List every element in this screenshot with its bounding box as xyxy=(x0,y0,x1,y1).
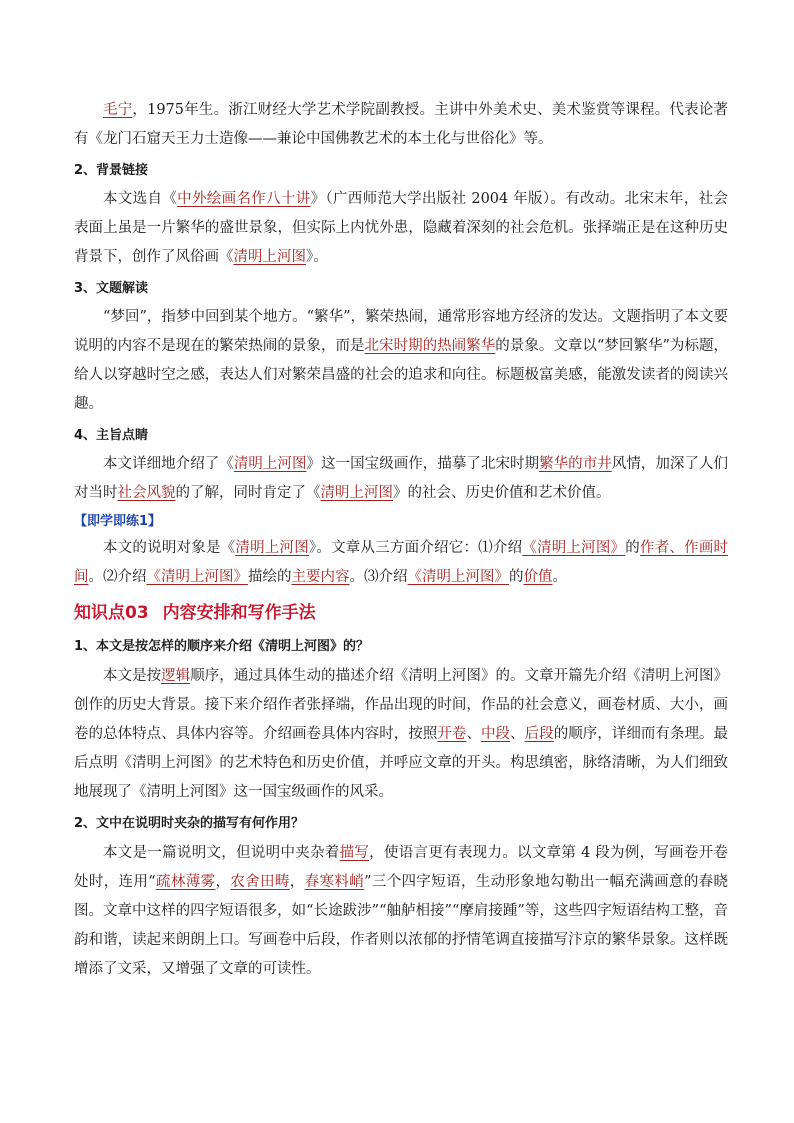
highlight-phrase: 社会风貌 xyxy=(117,485,176,501)
page-content xyxy=(74,96,728,984)
highlight-phrase: 农舍田畴 xyxy=(230,874,290,890)
background-paragraph: 本文选自《中外绘画名作八十讲》（广西师范大学出版社 2004 年版）。有改动。北宋末年，社会表面上虽是一片繁华的盛世景象，但实际上内忧外患，隐藏着深刻的社会危机。张择端正是在这种历史背景下，创作了风俗画《清明上河图》。 xyxy=(74,191,729,265)
answer-blank: 《清明上河图》 xyxy=(522,540,626,556)
answer-blank: 《清明上河图》 xyxy=(146,569,248,585)
answer-blank: 《清明上河图》 xyxy=(407,569,509,585)
highlight-phrase: 北宋时期的热闹繁华 xyxy=(364,338,496,354)
painting-title: 清明上河图 xyxy=(233,249,306,265)
answer-blank: 清明上河图 xyxy=(235,540,309,556)
section-number: 知识点03 xyxy=(74,603,149,623)
answer-blank: 作者、作画时间 xyxy=(74,540,729,585)
theme-heading: 4、主旨点睛 xyxy=(74,428,149,443)
exercise-label: 【即学即练1】 xyxy=(74,514,162,529)
highlight-phrase: 开卷 xyxy=(437,726,467,742)
painting-title: 清明上河图 xyxy=(233,456,307,472)
highlight-phrase: 描写 xyxy=(339,845,370,861)
question-1: 1、本文是按怎样的顺序来介绍《清明上河图》的？ xyxy=(74,639,370,654)
highlight-phrase: 疏林薄雾 xyxy=(155,874,216,890)
answer-1: 本文是按逻辑顺序，通过具体生动的描述介绍《清明上河图》的。文章开篇先介绍《清明上河图》创作的历史大背景。接下来介绍作者张择端，作品出现的时间，作品的社会意义，画卷材质、大小，画卷的总体特点、具体内容等。介绍画卷具体内容时，按照开卷、中段、后段的顺序，详细而有条理。最后点明《清明上河图》的艺术特色和历史价值，并呼应文章的开头。构思缜密，脉络清晰，为人们细致地展现了《清明上河图》这一国宝级画作的风采。 xyxy=(74,668,729,800)
theme-paragraph: 本文详细地介绍了《清明上河图》这一国宝级画作，描摹了北宋时期繁华的市井风情，加深了人们对当时社会风貌的了解，同时肯定了《清明上河图》的社会、历史价值和艺术价值。 xyxy=(74,456,729,501)
title-explain-heading: 3、文题解读 xyxy=(74,281,149,296)
highlight-phrase: 逻辑 xyxy=(161,668,191,684)
section-name: 内容安排和写作手法 xyxy=(162,603,316,623)
title-explain-paragraph: “梦回”，指梦中回到某个地方。“繁华”，繁荣热闹，通常形容地方经济的发达。文题指明了本文要说明的内容不是现在的繁荣热闹的景象，而是北宋时期的热闹繁华的景象。文章以“梦回繁华”为标题，给人以穿越时空之感，表达人们对繁荣昌盛的社会的追求和向往。标题极富美感，能激发读者的阅读兴趣。 xyxy=(74,309,729,412)
exercise-answer: 本文的说明对象是《清明上河图》。文章从三方面介绍它：⑴介绍《清明上河图》的作者、作画时间。⑵介绍《清明上河图》描绘的主要内容。⑶介绍《清明上河图》的价值。 xyxy=(74,540,729,585)
answer-2: 本文是一篇说明文，但说明中夹杂着描写，使语言更有表现力。以文章第 4 段为例，写画卷开卷处时，连用“疏林薄雾，农舍田畴，春寒料峭”三个四字短语，生动形象地勾勒出一幅充满画意的春晓图。文章中这样的四字短语很多，如“长途跋涉”“舳舻相接”“摩肩接踵”等，这些四字短语结构工整，音韵和谐，读起来朗朗上口。写画卷中后段，作者则以浓郁的抒情笔调直接描写汴京的繁华景象。这样既增添了文采，又增强了文章的可读性。 xyxy=(74,845,729,977)
author-intro: 毛宁，1975年生。浙江财经大学艺术学院副教授。主讲中外美术史、美术鉴赏等课程。代表论著有《龙门石窟天王力士造像——兼论中国佛教艺术的本土化与世俗化》等。 xyxy=(74,102,728,147)
highlight-phrase: 繁华的市井 xyxy=(539,456,612,472)
highlight-phrase: 春寒料峭 xyxy=(304,874,365,890)
book-title: 中外绘画名作八十讲 xyxy=(177,191,311,207)
answer-blank: 主要内容 xyxy=(291,569,350,585)
section-title xyxy=(74,598,728,628)
highlight-phrase: 中段 xyxy=(480,726,511,742)
answer-blank: 价值 xyxy=(523,569,553,585)
question-2: 2、文中在说明时夹杂的描写有何作用？ xyxy=(74,816,305,831)
highlight-phrase: 后段 xyxy=(524,726,554,742)
painting-title: 清明上河图 xyxy=(320,485,393,501)
author-name: 毛宁 xyxy=(103,102,133,118)
background-heading: 2、背景链接 xyxy=(74,163,149,178)
